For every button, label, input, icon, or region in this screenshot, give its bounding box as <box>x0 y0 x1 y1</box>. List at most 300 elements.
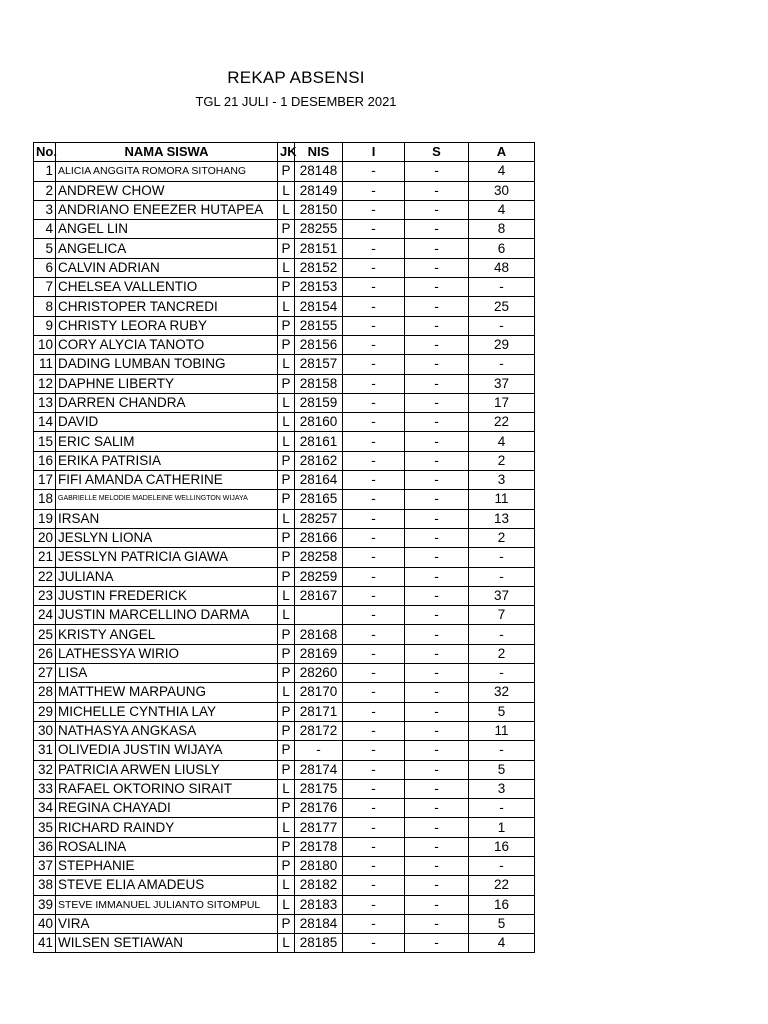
alpa-count: 11 <box>469 490 535 509</box>
alpa-count: 4 <box>469 432 535 451</box>
header-jk: JK <box>278 143 295 162</box>
table-row <box>34 451 535 470</box>
table-row <box>34 278 535 297</box>
nis-cell: 28171 <box>295 702 343 721</box>
table-row <box>34 760 535 779</box>
alpa-count: - <box>469 567 535 586</box>
izin-count: - <box>343 625 405 644</box>
sakit-count: - <box>405 721 469 740</box>
sakit-count: - <box>405 895 469 914</box>
table-row <box>34 721 535 740</box>
izin-count: - <box>343 606 405 625</box>
sakit-count: - <box>405 799 469 818</box>
sakit-count: - <box>405 548 469 567</box>
izin-count: - <box>343 471 405 490</box>
table-row <box>34 741 535 760</box>
gender-cell: L <box>278 297 295 316</box>
table-row <box>34 567 535 586</box>
nis-cell: 28258 <box>295 548 343 567</box>
student-name: CHRISTY LEORA RUBY <box>56 316 278 335</box>
nis-cell: 28164 <box>295 471 343 490</box>
alpa-count: 5 <box>469 760 535 779</box>
student-name: LATHESSYA WIRIO <box>56 644 278 663</box>
table-row <box>34 818 535 837</box>
izin-count: - <box>343 721 405 740</box>
gender-cell: P <box>278 335 295 354</box>
gender-cell: P <box>278 664 295 683</box>
alpa-count: 29 <box>469 335 535 354</box>
header-sakit: S <box>405 143 469 162</box>
table-row <box>34 200 535 219</box>
table-row <box>34 799 535 818</box>
sakit-count: - <box>405 316 469 335</box>
student-name: CORY ALYCIA TANOTO <box>56 335 278 354</box>
izin-count: - <box>343 316 405 335</box>
sakit-count: - <box>405 432 469 451</box>
table-row <box>34 606 535 625</box>
alpa-count: 4 <box>469 162 535 181</box>
nis-cell: 28150 <box>295 200 343 219</box>
gender-cell: L <box>278 683 295 702</box>
row-number: 19 <box>34 509 56 528</box>
alpa-count: - <box>469 664 535 683</box>
nis-cell: 28169 <box>295 644 343 663</box>
gender-cell: P <box>278 374 295 393</box>
alpa-count: - <box>469 278 535 297</box>
izin-count: - <box>343 702 405 721</box>
nis-cell: 28161 <box>295 432 343 451</box>
izin-count: - <box>343 393 405 412</box>
student-name: ERIKA PATRISIA <box>56 451 278 470</box>
student-name: DAPHNE LIBERTY <box>56 374 278 393</box>
gender-cell: P <box>278 567 295 586</box>
row-number: 30 <box>34 721 56 740</box>
sakit-count: - <box>405 760 469 779</box>
gender-cell: L <box>278 393 295 412</box>
alpa-count: - <box>469 625 535 644</box>
alpa-count: 8 <box>469 220 535 239</box>
table-row <box>34 586 535 605</box>
student-name: CALVIN ADRIAN <box>56 258 278 277</box>
sakit-count: - <box>405 471 469 490</box>
header-no: No. <box>34 143 56 162</box>
student-name: ANDREW CHOW <box>56 181 278 200</box>
row-number: 23 <box>34 586 56 605</box>
table-row <box>34 664 535 683</box>
alpa-count: 2 <box>469 644 535 663</box>
gender-cell: P <box>278 471 295 490</box>
row-number: 32 <box>34 760 56 779</box>
nis-cell: 28259 <box>295 567 343 586</box>
izin-count: - <box>343 278 405 297</box>
nis-cell: 28148 <box>295 162 343 181</box>
attendance-table <box>33 142 535 953</box>
nis-cell <box>295 606 343 625</box>
sakit-count: - <box>405 914 469 933</box>
row-number: 37 <box>34 856 56 875</box>
gender-cell: P <box>278 278 295 297</box>
sakit-count: - <box>405 239 469 258</box>
student-name: CHRISTOPER TANCREDI <box>56 297 278 316</box>
table-row <box>34 856 535 875</box>
alpa-count: 16 <box>469 895 535 914</box>
header-nama-siswa: NAMA SISWA <box>56 143 278 162</box>
izin-count: - <box>343 895 405 914</box>
row-number: 34 <box>34 799 56 818</box>
table-row <box>34 181 535 200</box>
nis-cell: 28159 <box>295 393 343 412</box>
student-name: JUSTIN FREDERICK <box>56 586 278 605</box>
izin-count: - <box>343 876 405 895</box>
izin-count: - <box>343 297 405 316</box>
izin-count: - <box>343 451 405 470</box>
alpa-count: 7 <box>469 606 535 625</box>
alpa-count: 37 <box>469 586 535 605</box>
gender-cell: P <box>278 760 295 779</box>
sakit-count: - <box>405 779 469 798</box>
izin-count: - <box>343 181 405 200</box>
alpa-count: - <box>469 856 535 875</box>
row-number: 41 <box>34 934 56 953</box>
alpa-count: 17 <box>469 393 535 412</box>
gender-cell: P <box>278 162 295 181</box>
nis-cell: 28168 <box>295 625 343 644</box>
nis-cell: 28184 <box>295 914 343 933</box>
alpa-count: 25 <box>469 297 535 316</box>
row-number: 29 <box>34 702 56 721</box>
gender-cell: L <box>278 876 295 895</box>
nis-cell: 28255 <box>295 220 343 239</box>
table-row <box>34 779 535 798</box>
sakit-count: - <box>405 625 469 644</box>
izin-count: - <box>343 586 405 605</box>
student-name: VIRA <box>56 914 278 933</box>
row-number: 24 <box>34 606 56 625</box>
izin-count: - <box>343 548 405 567</box>
alpa-count: 6 <box>469 239 535 258</box>
alpa-count: 32 <box>469 683 535 702</box>
sakit-count: - <box>405 644 469 663</box>
nis-cell: 28152 <box>295 258 343 277</box>
table-row <box>34 702 535 721</box>
table-row <box>34 876 535 895</box>
nis-cell: 28153 <box>295 278 343 297</box>
alpa-count: 5 <box>469 702 535 721</box>
gender-cell: L <box>278 413 295 432</box>
sakit-count: - <box>405 162 469 181</box>
alpa-count: 13 <box>469 509 535 528</box>
table-row <box>34 509 535 528</box>
sakit-count: - <box>405 335 469 354</box>
student-name: CHELSEA VALLENTIO <box>56 278 278 297</box>
gender-cell: L <box>278 586 295 605</box>
nis-cell: 28170 <box>295 683 343 702</box>
table-row <box>34 528 535 547</box>
table-row <box>34 934 535 953</box>
student-name: GABRIELLE MELODIE MADELEINE WELLINGTON WIJAYA <box>56 490 278 509</box>
student-name: JESSLYN PATRICIA GIAWA <box>56 548 278 567</box>
gender-cell: L <box>278 432 295 451</box>
table-row <box>34 413 535 432</box>
alpa-count: 16 <box>469 837 535 856</box>
row-number: 33 <box>34 779 56 798</box>
sakit-count: - <box>405 393 469 412</box>
student-name: LISA <box>56 664 278 683</box>
row-number: 22 <box>34 567 56 586</box>
row-number: 17 <box>34 471 56 490</box>
row-number: 25 <box>34 625 56 644</box>
gender-cell: L <box>278 200 295 219</box>
nis-cell: 28183 <box>295 895 343 914</box>
nis-cell: 28151 <box>295 239 343 258</box>
alpa-count: - <box>469 799 535 818</box>
table-row <box>34 258 535 277</box>
header-nis: NIS <box>295 143 343 162</box>
gender-cell: P <box>278 548 295 567</box>
nis-cell: 28160 <box>295 413 343 432</box>
nis-cell: 28166 <box>295 528 343 547</box>
table-row <box>34 374 535 393</box>
student-name: MICHELLE CYNTHIA LAY <box>56 702 278 721</box>
student-name: WILSEN SETIAWAN <box>56 934 278 953</box>
table-row <box>34 625 535 644</box>
row-number: 10 <box>34 335 56 354</box>
sakit-count: - <box>405 683 469 702</box>
sakit-count: - <box>405 278 469 297</box>
student-name: MATTHEW MARPAUNG <box>56 683 278 702</box>
student-name: ROSALINA <box>56 837 278 856</box>
sakit-count: - <box>405 741 469 760</box>
izin-count: - <box>343 490 405 509</box>
sakit-count: - <box>405 606 469 625</box>
nis-cell: 28176 <box>295 799 343 818</box>
nis-cell: 28177 <box>295 818 343 837</box>
alpa-count: 22 <box>469 413 535 432</box>
row-number: 8 <box>34 297 56 316</box>
table-row <box>34 162 535 181</box>
student-name: STEPHANIE <box>56 856 278 875</box>
alpa-count: 30 <box>469 181 535 200</box>
student-name: ANGELICA <box>56 239 278 258</box>
document-subtitle: TGL 21 JULI - 1 DESEMBER 2021 <box>195 94 397 109</box>
sakit-count: - <box>405 664 469 683</box>
student-name: NATHASYA ANGKASA <box>56 721 278 740</box>
student-name: PATRICIA ARWEN LIUSLY <box>56 760 278 779</box>
izin-count: - <box>343 818 405 837</box>
nis-cell: 28158 <box>295 374 343 393</box>
row-number: 2 <box>34 181 56 200</box>
gender-cell: P <box>278 528 295 547</box>
document-title: REKAP ABSENSI <box>227 68 365 87</box>
table-header-row <box>34 143 535 162</box>
sakit-count: - <box>405 876 469 895</box>
table-row <box>34 239 535 258</box>
alpa-count: 2 <box>469 528 535 547</box>
izin-count: - <box>343 914 405 933</box>
row-number: 14 <box>34 413 56 432</box>
nis-cell: 28157 <box>295 355 343 374</box>
izin-count: - <box>343 432 405 451</box>
student-name: DAVID <box>56 413 278 432</box>
gender-cell: P <box>278 239 295 258</box>
header-alpa: A <box>469 143 535 162</box>
izin-count: - <box>343 799 405 818</box>
row-number: 18 <box>34 490 56 509</box>
sakit-count: - <box>405 413 469 432</box>
student-name: KRISTY ANGEL <box>56 625 278 644</box>
nis-cell: 28175 <box>295 779 343 798</box>
izin-count: - <box>343 200 405 219</box>
table-row <box>34 471 535 490</box>
table-row <box>34 355 535 374</box>
izin-count: - <box>343 413 405 432</box>
table-row <box>34 220 535 239</box>
alpa-count: 11 <box>469 721 535 740</box>
gender-cell: L <box>278 258 295 277</box>
row-number: 28 <box>34 683 56 702</box>
row-number: 39 <box>34 895 56 914</box>
row-number: 16 <box>34 451 56 470</box>
alpa-count: - <box>469 355 535 374</box>
row-number: 12 <box>34 374 56 393</box>
student-name: IRSAN <box>56 509 278 528</box>
alpa-count: 3 <box>469 471 535 490</box>
table-row <box>34 316 535 335</box>
izin-count: - <box>343 683 405 702</box>
nis-cell: 28167 <box>295 586 343 605</box>
gender-cell: L <box>278 509 295 528</box>
gender-cell: L <box>278 934 295 953</box>
student-name: ANGEL LIN <box>56 220 278 239</box>
sakit-count: - <box>405 374 469 393</box>
izin-count: - <box>343 664 405 683</box>
alpa-count: 4 <box>469 200 535 219</box>
nis-cell: 28154 <box>295 297 343 316</box>
alpa-count: - <box>469 548 535 567</box>
student-name: ERIC SALIM <box>56 432 278 451</box>
gender-cell: P <box>278 837 295 856</box>
row-number: 36 <box>34 837 56 856</box>
sakit-count: - <box>405 586 469 605</box>
table-row <box>34 393 535 412</box>
row-number: 20 <box>34 528 56 547</box>
row-number: 31 <box>34 741 56 760</box>
student-name: JULIANA <box>56 567 278 586</box>
table-row <box>34 644 535 663</box>
gender-cell: P <box>278 914 295 933</box>
table-row <box>34 683 535 702</box>
alpa-count: 1 <box>469 818 535 837</box>
nis-cell: 28185 <box>295 934 343 953</box>
student-name: REGINA CHAYADI <box>56 799 278 818</box>
gender-cell: P <box>278 702 295 721</box>
nis-cell: 28155 <box>295 316 343 335</box>
nis-cell: 28156 <box>295 335 343 354</box>
student-name: ANDRIANO ENEEZER HUTAPEA <box>56 200 278 219</box>
alpa-count: 37 <box>469 374 535 393</box>
alpa-count: 22 <box>469 876 535 895</box>
izin-count: - <box>343 220 405 239</box>
row-number: 4 <box>34 220 56 239</box>
izin-count: - <box>343 374 405 393</box>
nis-cell: 28178 <box>295 837 343 856</box>
nis-cell: 28165 <box>295 490 343 509</box>
nis-cell: 28260 <box>295 664 343 683</box>
sakit-count: - <box>405 220 469 239</box>
gender-cell: P <box>278 799 295 818</box>
nis-cell: 28172 <box>295 721 343 740</box>
nis-cell: 28182 <box>295 876 343 895</box>
table-row <box>34 490 535 509</box>
sakit-count: - <box>405 355 469 374</box>
gender-cell: L <box>278 818 295 837</box>
row-number: 40 <box>34 914 56 933</box>
alpa-count: 5 <box>469 914 535 933</box>
izin-count: - <box>343 335 405 354</box>
izin-count: - <box>343 509 405 528</box>
row-number: 9 <box>34 316 56 335</box>
izin-count: - <box>343 837 405 856</box>
izin-count: - <box>343 779 405 798</box>
alpa-count: 48 <box>469 258 535 277</box>
gender-cell: L <box>278 181 295 200</box>
sakit-count: - <box>405 837 469 856</box>
izin-count: - <box>343 258 405 277</box>
student-name: FIFI AMANDA CATHERINE <box>56 471 278 490</box>
row-number: 3 <box>34 200 56 219</box>
row-number: 6 <box>34 258 56 277</box>
table-row <box>34 895 535 914</box>
row-number: 35 <box>34 818 56 837</box>
gender-cell: P <box>278 721 295 740</box>
sakit-count: - <box>405 258 469 277</box>
student-name: DADING LUMBAN TOBING <box>56 355 278 374</box>
table-row <box>34 432 535 451</box>
student-name: OLIVEDIA JUSTIN WIJAYA <box>56 741 278 760</box>
izin-count: - <box>343 741 405 760</box>
izin-count: - <box>343 644 405 663</box>
gender-cell: P <box>278 856 295 875</box>
row-number: 26 <box>34 644 56 663</box>
izin-count: - <box>343 856 405 875</box>
alpa-count: 4 <box>469 934 535 953</box>
sakit-count: - <box>405 702 469 721</box>
nis-cell: 28162 <box>295 451 343 470</box>
sakit-count: - <box>405 528 469 547</box>
student-name: RICHARD RAINDY <box>56 818 278 837</box>
sakit-count: - <box>405 818 469 837</box>
row-number: 1 <box>34 162 56 181</box>
row-number: 13 <box>34 393 56 412</box>
student-name: JESLYN LIONA <box>56 528 278 547</box>
student-name: JUSTIN MARCELLINO DARMA <box>56 606 278 625</box>
gender-cell: L <box>278 355 295 374</box>
student-name: STEVE IMMANUEL JULIANTO SITOMPUL <box>56 895 278 914</box>
izin-count: - <box>343 162 405 181</box>
izin-count: - <box>343 760 405 779</box>
row-number: 5 <box>34 239 56 258</box>
izin-count: - <box>343 934 405 953</box>
sakit-count: - <box>405 181 469 200</box>
student-name: ALICIA ANGGITA ROMORA SITOHANG <box>56 162 278 181</box>
izin-count: - <box>343 239 405 258</box>
gender-cell: L <box>278 779 295 798</box>
nis-cell: 28174 <box>295 760 343 779</box>
row-number: 11 <box>34 355 56 374</box>
table-row <box>34 335 535 354</box>
row-number: 21 <box>34 548 56 567</box>
alpa-count: 3 <box>469 779 535 798</box>
